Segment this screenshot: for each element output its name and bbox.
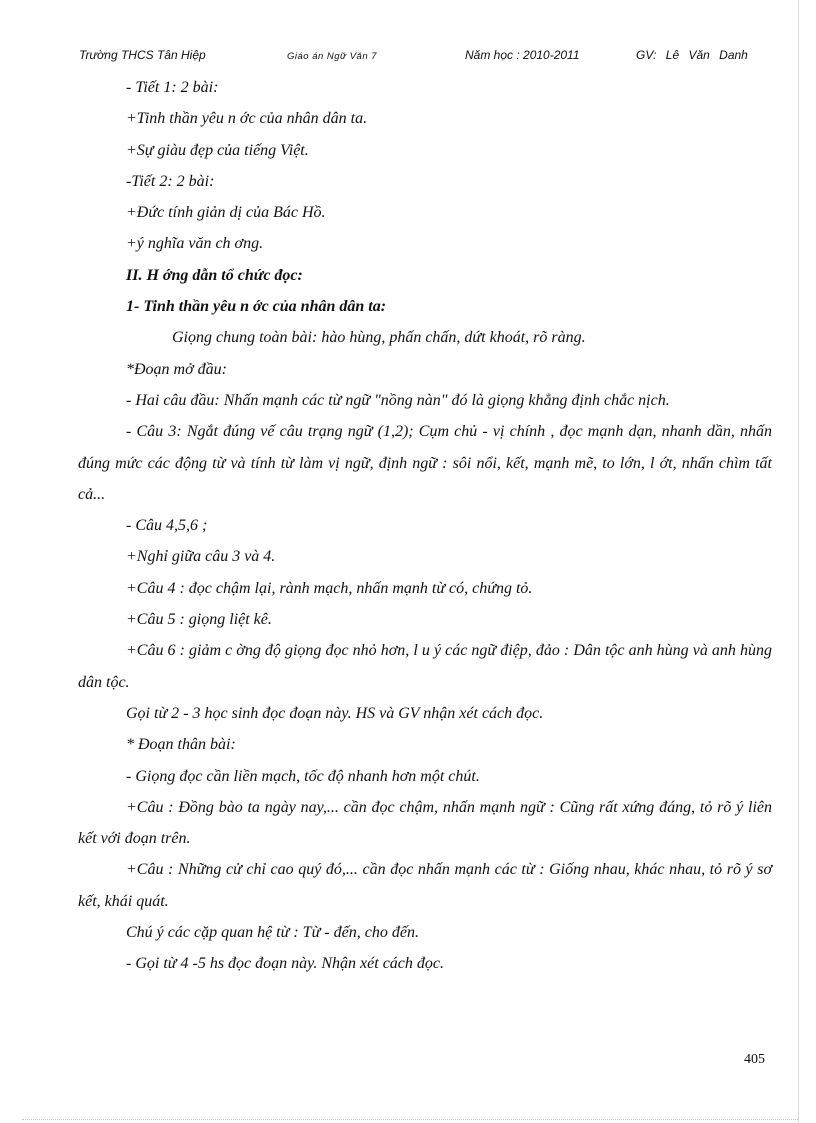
section-heading: II. H ớng dẫn tổ chức đọc: [126, 266, 303, 284]
paragraph: * Đoạn thân bài: [126, 736, 236, 754]
paragraph: +Đức tính giản dị của Bác Hồ. [126, 204, 326, 222]
paragraph: *Đoạn mở đầu: [126, 360, 227, 378]
paragraph: +Câu 6 : giảm c ờng độ giọng đọc nhỏ hơn, l u ý các ngữ điệp, đảo : Dân tộc anh hùng và anh hùng dân tộc. [78, 642, 772, 691]
paragraph: Chú ý các cặp quan hệ từ : Từ - đến, cho đến. [126, 924, 419, 942]
paragraph: - Câu 3: Ngắt đúng vế câu trạng ngữ (1,2); Cụm chủ - vị chính , đọc mạnh dạn, nhanh dần, nhấn đúng mức các động từ và tính từ làm vị ngữ, định ngữ : sôi nổi, kết, mạnh mẽ, to lớn, l ớt, nhấn chìm tất cả... [78, 423, 772, 503]
header-school-year: Năm học : 2010-2011 [465, 48, 580, 62]
paragraph: - Gọi từ 4 -5 hs đọc đoạn này. Nhận xét cách đọc. [126, 955, 444, 973]
paragraph: +Sự giàu đẹp của tiếng Việt. [126, 141, 309, 159]
header-teacher: GV: Lê Văn Danh [636, 48, 748, 62]
paragraph: +Câu 5 : giọng liệt kê. [126, 611, 272, 629]
paragraph: +ý nghĩa văn ch ơng. [126, 235, 264, 253]
footer-dotted-rule [22, 1119, 798, 1120]
paragraph: - Tiết 1: 2 bài: [126, 79, 219, 96]
header-subject: Giáo án Ngữ Văn 7 [287, 51, 378, 62]
page-number: 405 [744, 1052, 765, 1067]
paragraph: Giọng chung toàn bài: hào hùng, phấn chấn, dứt khoát, rõ ràng. [172, 329, 586, 347]
paragraph: - Giọng đọc cần liền mạch, tốc độ nhanh hơn một chút. [126, 767, 480, 785]
paragraph: +Tinh thần yêu n ớc của nhân dân ta. [126, 110, 368, 128]
page-edge-rule [798, 0, 799, 1123]
paragraph: +Câu : Những cử chỉ cao quý đó,... cần đọc nhấn mạnh các từ : Giống nhau, khác nhau, tỏ rõ ý sơ kết, khái quát. [78, 861, 772, 910]
header-school: Trường THCS Tân Hiệp [79, 48, 206, 62]
paragraph: -Tiết 2: 2 bài: [126, 172, 215, 190]
lesson-body [78, 72, 772, 980]
paragraph: +Câu 4 : đọc chậm lại, rành mạch, nhấn mạnh từ có, chứng tỏ. [126, 579, 533, 597]
paragraph: - Hai câu đầu: Nhấn mạnh các từ ngữ "nồng nàn" đó là giọng khẳng định chắc nịch. [126, 391, 670, 409]
page-header [0, 48, 816, 68]
subsection-heading: 1- Tinh thần yêu n ớc của nhân dân ta: [126, 298, 387, 316]
paragraph: +Nghỉ giữa câu 3 và 4. [126, 548, 276, 566]
paragraph: - Câu 4,5,6 ; [126, 517, 208, 535]
paragraph: +Câu : Đồng bào ta ngày nay,... cần đọc chậm, nhấn mạnh ngữ : Cũng rất xứng đáng, tỏ rõ ý liên kết với đoạn trên. [78, 798, 772, 848]
paragraph: Gọi từ 2 - 3 học sinh đọc đoạn này. HS và GV nhận xét cách đọc. [126, 704, 544, 722]
